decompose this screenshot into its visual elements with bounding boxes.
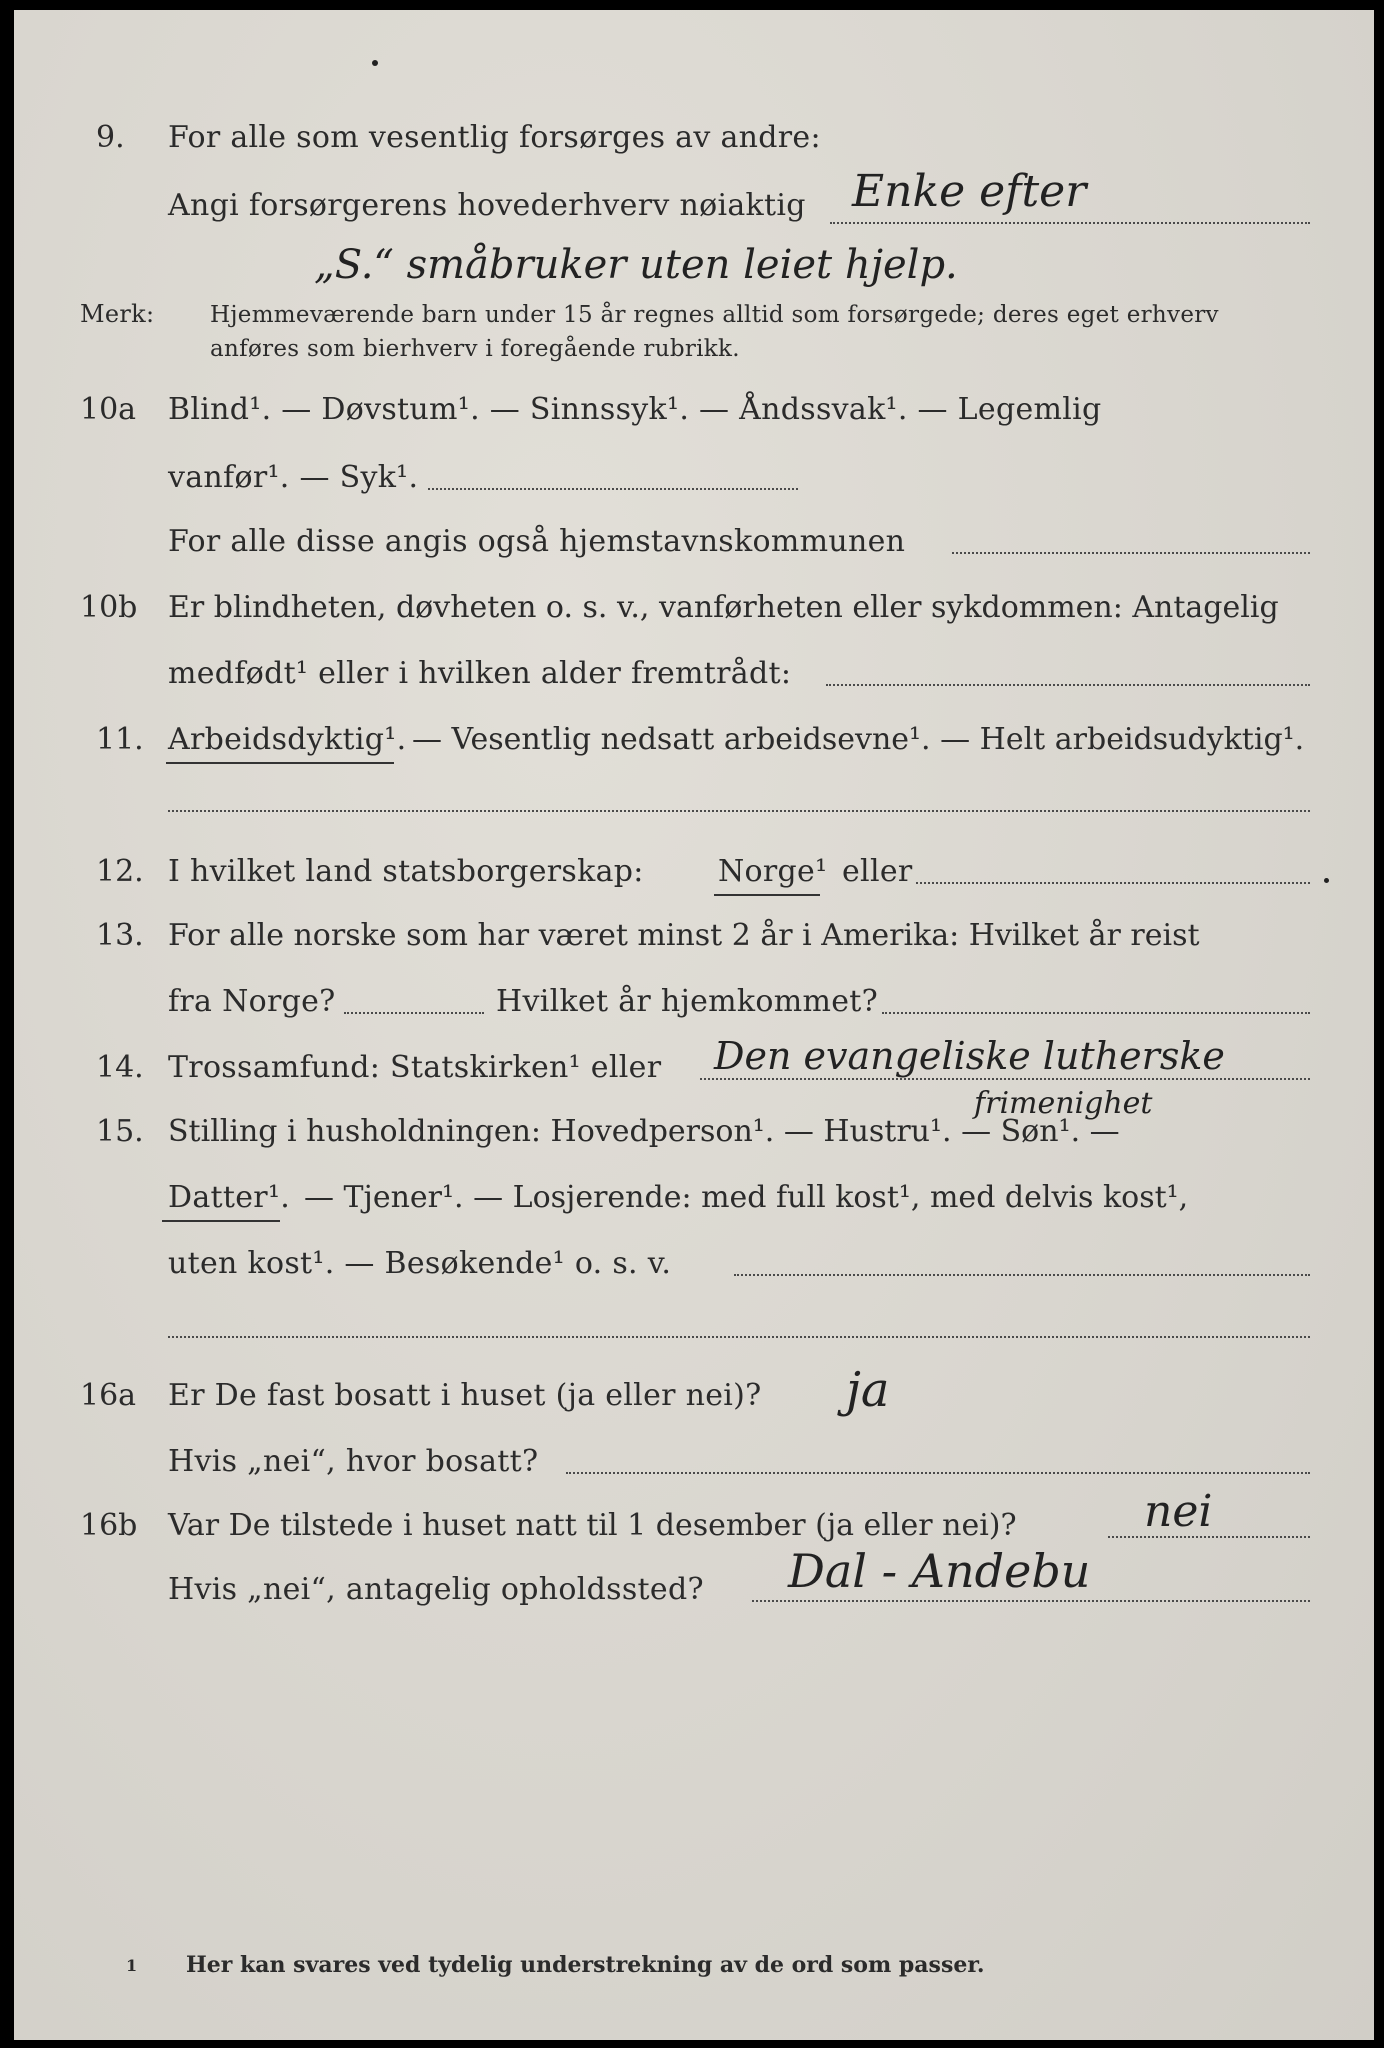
q15-datter: Datter¹. <box>168 1180 291 1215</box>
q13-number: 13. <box>96 918 144 953</box>
merk-line2: anføres som bierhverv i foregående rubrikk. <box>210 336 740 362</box>
q9-handwritten-answer-1: Enke efter <box>852 166 1087 217</box>
q13-hjemkommet-line <box>882 1012 1310 1014</box>
q13-line1: For alle norske som har været minst 2 år i Amerika: Hvilket år reist <box>168 918 1200 953</box>
q16a-answer-line <box>566 1472 1310 1474</box>
q14-handwritten-answer-1: Den evangeliske lutherske <box>714 1034 1225 1078</box>
q16b-number: 16b <box>80 1508 138 1543</box>
q16a-line1: Er De fast bosatt i huset (ja eller nei)? <box>168 1378 762 1413</box>
q15-line2-rest: — Tjener¹. — Losjerende: med full kost¹, med delvis kost¹, <box>304 1180 1189 1215</box>
merk-line1: Hjemmeværende barn under 15 år regnes alltid som forsørgede; deres eget erhverv <box>210 302 1219 328</box>
q15-answer-line-2 <box>168 1336 1310 1338</box>
footnote-text: Her kan svares ved tydelig understrekning av de ord som passer. <box>186 1952 985 1978</box>
q12-norge: Norge¹ <box>718 854 828 889</box>
q16a-number: 16a <box>80 1378 137 1413</box>
q14-line1: Trossamfund: Statskirken¹ eller <box>168 1050 662 1085</box>
q11-underline <box>166 762 394 764</box>
q16a-handwritten-answer: ja <box>846 1362 890 1418</box>
q10b-answer-line <box>826 684 1310 686</box>
q9-line2: Angi forsørgerens hovederhverv nøiaktig <box>168 188 806 223</box>
census-form-page <box>14 10 1374 2040</box>
q12-number: 12. <box>96 854 144 889</box>
q15-number: 15. <box>96 1114 144 1149</box>
q12-underline <box>714 894 820 896</box>
q11-line1-rest: — Vesentlig nedsatt arbeidsevne¹. — Helt arbeidsudyktig¹. <box>412 722 1305 757</box>
q10a-number: 10a <box>80 392 137 427</box>
q12-answer-line <box>916 882 1310 884</box>
q10a-line1: Blind¹. — Døvstum¹. — Sinnssyk¹. — Åndssvak¹. — Legemlig <box>168 392 1102 427</box>
q9-handwritten-answer-2: „S.“ småbruker uten leiet hjelp. <box>314 242 958 288</box>
q16b-handwritten-answer: nei <box>1144 1486 1213 1537</box>
q14-handwritten-answer-2: frimenighet <box>974 1086 1153 1121</box>
q10b-number: 10b <box>80 590 138 625</box>
q13-reist-line <box>344 1012 484 1014</box>
q9-answer-line1 <box>830 222 1310 224</box>
q12-line1-a: I hvilket land statsborgerskap: <box>168 854 644 889</box>
q12-eller: eller <box>842 854 913 889</box>
footnote-marker: 1 <box>126 1956 138 1975</box>
q16b-line2: Hvis „nei“, antagelig opholdssted? <box>168 1572 704 1607</box>
q10b-line2: medfødt¹ eller i hvilken alder fremtrådt: <box>168 656 792 691</box>
q13-line2-a: fra Norge? <box>168 984 336 1019</box>
q15-answer-line-1 <box>734 1274 1310 1276</box>
q13-line2-b: Hvilket år hjemkommet? <box>496 984 879 1019</box>
q10b-line1: Er blindheten, døvheten o. s. v., vanførheten eller sykdommen: Antagelig <box>168 590 1279 625</box>
q10a-answer-line <box>428 488 798 490</box>
q14-number: 14. <box>96 1050 144 1085</box>
q16a-line2: Hvis „nei“, hvor bosatt? <box>168 1444 539 1479</box>
q16b-line1: Var De tilstede i huset natt til 1 desember (ja eller nei)? <box>168 1508 1017 1543</box>
q16b-answer-line-2 <box>752 1600 1310 1602</box>
q16b-handwritten-answer-2: Dal - Andebu <box>788 1544 1091 1598</box>
q11-arbeidsdyktig: Arbeidsdyktig¹. <box>168 722 407 757</box>
q14-answer-line <box>700 1078 1310 1080</box>
ink-dot <box>372 60 378 66</box>
q9-number: 9. <box>96 120 125 155</box>
q10a-line2: vanfør¹. — Syk¹. <box>168 460 419 495</box>
q10a-hjemstavn-line <box>952 552 1310 554</box>
merk-label: Merk: <box>80 300 155 328</box>
q10a-line3: For alle disse angis også hjemstavnskommunen <box>168 524 906 559</box>
q9-line1: For alle som vesentlig forsørges av andre: <box>168 120 821 155</box>
q15-line3: uten kost¹. — Besøkende¹ o. s. v. <box>168 1246 672 1281</box>
q11-answer-line <box>168 810 1310 812</box>
q15-line1: Stilling i husholdningen: Hovedperson¹. — Hustru¹. — Søn¹. — <box>168 1114 1120 1149</box>
q15-underline <box>162 1220 280 1222</box>
ink-dot-2 <box>1324 878 1329 883</box>
q11-number: 11. <box>96 722 144 757</box>
